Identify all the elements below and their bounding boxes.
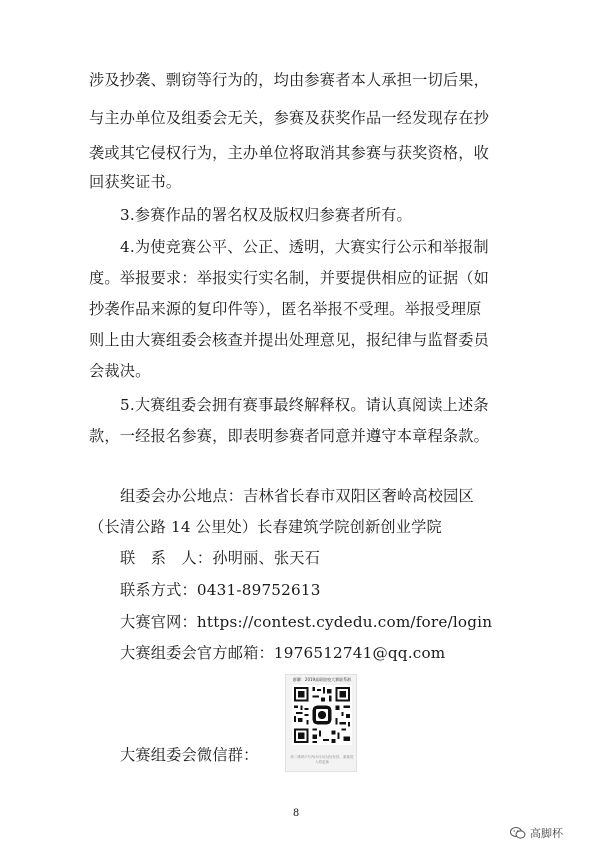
paragraph-line: 涉及抄袭、剽窃等行为的，均由参赛者本人承担一切后果， bbox=[89, 71, 490, 89]
qr-caption: 该二维码7天内(5月3日前)有效，重新进入将更新 bbox=[290, 755, 354, 764]
paragraph-line: 则上由大赛组委会核查并提出处理意见，报纪律与监督委员 bbox=[89, 331, 490, 349]
watermark-text: 高脚杯 bbox=[530, 827, 563, 840]
paragraph-line: 回获奖证书。 bbox=[89, 173, 182, 191]
paragraph-line: 袭或其它侵权行为，主办单位将取消其参赛与获奖资格，收 bbox=[89, 144, 490, 162]
wechat-icon bbox=[510, 826, 526, 840]
page-number: 8 bbox=[292, 808, 300, 819]
official-email: 大赛组委会官方邮箱：1976512741@qq.com bbox=[120, 644, 446, 662]
paragraph-line: 4.为使竞赛公平、公正、透明，大赛实行公示和举报制 bbox=[120, 238, 489, 256]
paragraph-line: 与主办单位及组委会无关，参赛及获奖作品一经发现存在抄 bbox=[89, 109, 490, 127]
watermark bbox=[510, 826, 563, 840]
paragraph-line: 5.大赛组委会拥有赛事最终解释权。请认真阅读上述条 bbox=[120, 396, 489, 414]
wechat-group-label: 大赛组委会微信群： bbox=[120, 746, 259, 764]
qr-code-image bbox=[292, 685, 352, 745]
paragraph-line: 款，一经报名参赛，即表明参赛者同意并遵守本章程条款。 bbox=[89, 427, 490, 445]
paragraph-line: 度。举报要求：举报实行实名制，并要提供相应的证据（如 bbox=[89, 269, 490, 287]
office-address-cont: （长清公路 14 公里处）长春建筑学院创新创业学院 bbox=[89, 518, 442, 536]
contact-person: 联 系 人：孙明丽、张天石 bbox=[120, 549, 321, 567]
paragraph-line: 会裁决。 bbox=[89, 362, 151, 380]
qr-title: 群聊：2019高职院校大赛联系群 bbox=[292, 677, 352, 682]
contest-website: 大赛官网：https://contest.cydedu.com/fore/login bbox=[120, 613, 493, 631]
office-address: 组委会办公地点：吉林省长春市双阳区奢岭高校园区 bbox=[120, 487, 474, 505]
contact-phone: 联系方式：0431-89752613 bbox=[120, 581, 321, 599]
paragraph-line: 抄袭作品来源的复印件等），匿名举报不受理。举报受理原 bbox=[89, 300, 482, 318]
paragraph-line: 3.参赛作品的署名权及版权归参赛者所有。 bbox=[120, 206, 412, 224]
